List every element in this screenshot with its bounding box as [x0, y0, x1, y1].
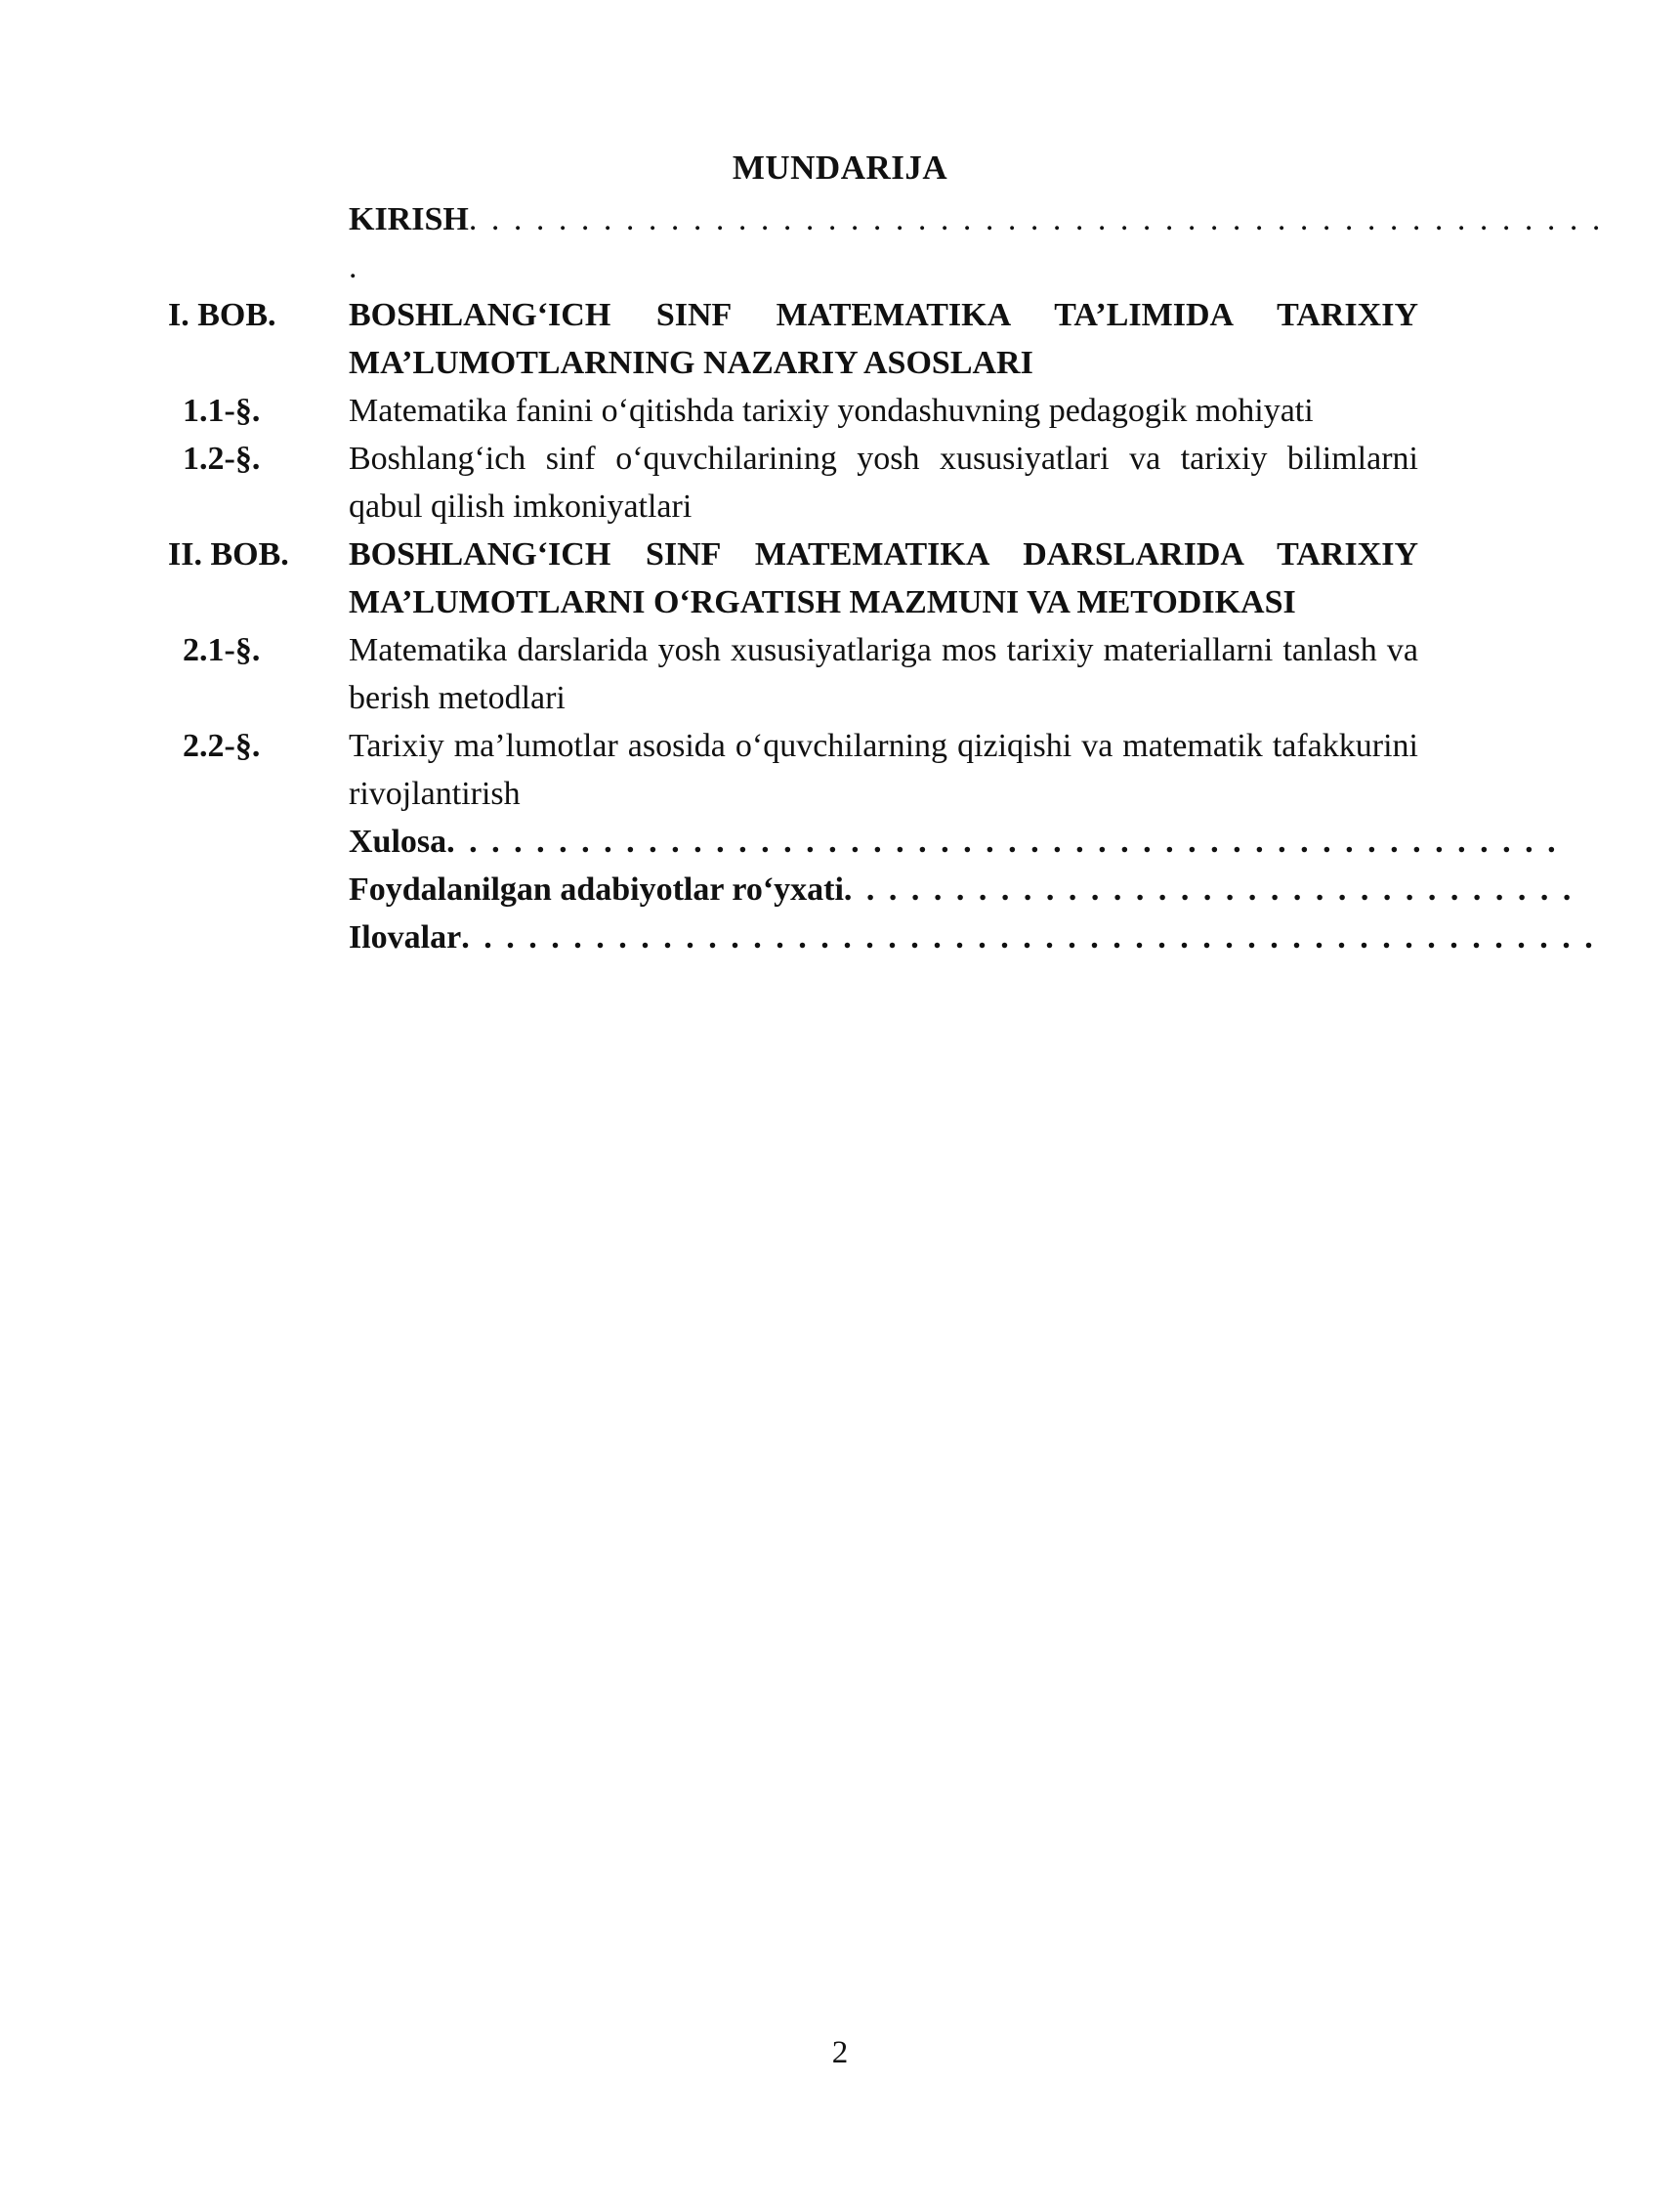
toc-entry-label: Ilovalar	[349, 919, 462, 956]
toc-entry-label: KIRISH	[349, 201, 469, 237]
toc-section	[168, 387, 1418, 435]
toc-entry-line	[349, 818, 1559, 866]
toc-section	[168, 626, 1418, 722]
section-number: 1.2-§.	[183, 441, 261, 477]
section-number: 1.1-§.	[183, 393, 261, 429]
dot-leader: . . . . . . . . . . . . . . . . . . . . . . . . . . . . . . . . .	[843, 871, 1575, 908]
toc-title: MUNDARIJA	[732, 149, 948, 187]
toc-entry-label: Xulosa	[349, 824, 447, 860]
chapter-title: BOSHLANG‘ICH SINF MATEMATIKA DARSLARIDA TARIXIY MA’LUMOTLARNI O‘RGATISH MAZMUNI VA METODIKASI	[349, 536, 1418, 620]
toc-entry-references	[168, 866, 1575, 914]
chapter-title: BOSHLANG‘ICH SINF MATEMATIKA TA’LIMIDA TARIXIY MA’LUMOTLARNING NAZARIY ASOSLARI	[349, 297, 1418, 381]
toc-entry-label: Foydalanilgan adabiyotlar ro‘yxati	[349, 871, 844, 908]
toc-section	[168, 435, 1418, 531]
toc-section	[168, 722, 1418, 818]
toc-entry-conclusion	[168, 818, 1559, 866]
toc-entry-intro	[168, 195, 1604, 243]
toc-chapter	[168, 291, 1418, 387]
section-number: 2.2-§.	[183, 728, 261, 764]
toc-entry-line	[349, 195, 1603, 243]
chapter-number: I. BOB.	[168, 297, 276, 333]
toc-entry-line	[349, 866, 1574, 914]
chapter-number: II. BOB.	[168, 536, 289, 573]
dot-leader-wrap: .	[349, 249, 357, 285]
dot-leader: . . . . . . . . . . . . . . . . . . . . . . . . . . . . . . . . . . . . . . . . . . . . . . . . . . .	[468, 201, 1604, 237]
page-number: 2	[831, 2035, 849, 2070]
dot-leader: . . . . . . . . . . . . . . . . . . . . . . . . . . . . . . . . . . . . . . . . . . . . . . . . . .	[446, 824, 1559, 860]
table-of-contents	[168, 195, 1604, 961]
section-title: Matematika fanini o‘qitishda tarixiy yondashuvning pedagogik mohiyati	[349, 393, 1314, 429]
section-title: Matematika darslarida yosh xususiyatlariga mos tarixiy materiallarni tanlash va berish metodlari	[349, 632, 1418, 716]
toc-entry-appendices	[168, 914, 1596, 961]
toc-chapter	[168, 531, 1418, 626]
section-number: 2.1-§.	[183, 632, 261, 668]
section-title: Boshlang‘ich sinf o‘quvchilarining yosh xususiyatlari va tarixiy bilimlarni qabul qilish imkoniyatlari	[349, 441, 1418, 525]
dot-leader: . . . . . . . . . . . . . . . . . . . . . . . . . . . . . . . . . . . . . . . . . . . . . . . . . . .	[461, 919, 1596, 956]
section-title: Tarixiy ma’lumotlar asosida o‘quvchilarning qiziqishi va matematik tafakkurini rivojlantirish	[349, 728, 1418, 812]
toc-entry-line	[349, 914, 1596, 961]
